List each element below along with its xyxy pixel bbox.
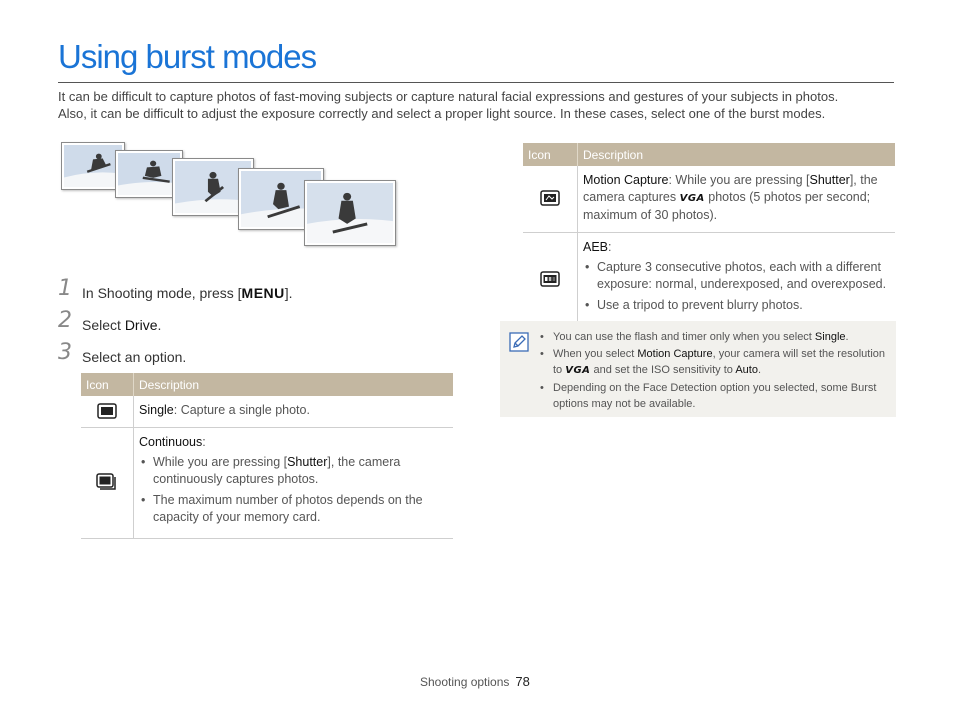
step-text-post: .	[157, 317, 162, 333]
note-text: .	[757, 364, 762, 376]
table-row	[81, 428, 453, 539]
page-title: Using burst modes	[58, 38, 317, 75]
burst-photo-sequence	[58, 140, 403, 245]
step-text-pre: In Shooting mode, press [	[82, 285, 242, 301]
page-footer	[420, 674, 530, 689]
mode-name: AEB	[583, 240, 609, 254]
drive-mode-table-left	[81, 373, 453, 539]
list-item	[540, 329, 890, 345]
step-text	[82, 285, 293, 301]
list-item: • Use a tripod to prevent blurry photos.	[583, 297, 890, 314]
note-text: , your camera will set the resolution to	[553, 348, 886, 376]
bullet-list	[583, 259, 890, 314]
auto-option: Auto	[735, 364, 758, 376]
page-number: 78	[515, 674, 530, 689]
table-header-description: Description	[134, 373, 454, 396]
mode-name: Single	[139, 403, 174, 417]
bullet-text: While you are pressing [	[153, 455, 288, 469]
step-text	[82, 317, 161, 333]
continuous-mode-icon	[81, 428, 134, 539]
note-box	[500, 321, 896, 417]
list-item: • The maximum number of photos depends on the capacity of your memory card.	[139, 492, 448, 526]
continuous-mode-description	[134, 428, 454, 539]
note-text: .	[845, 331, 849, 343]
step-number: 2	[58, 308, 72, 333]
motion-capture-icon	[523, 166, 578, 233]
intro-line-2: Also, it can be difficult to adjust the exposure correctly and select a proper light source. In these cases, select one of the burst modes.	[58, 106, 826, 121]
note-pencil-icon	[509, 332, 529, 352]
step-text-post: ].	[284, 285, 293, 301]
intro-line-1: It can be difficult to capture photos of fast-moving subjects or capture natural facial expressions and gestures of your subjects in photos.	[58, 89, 839, 104]
table-row	[81, 396, 453, 428]
single-mode-description	[134, 396, 454, 428]
note-text: You can use the flash and timer only when you select	[553, 331, 815, 343]
mode-desc: :	[202, 435, 206, 449]
motion-capture-description	[578, 166, 896, 233]
note-list	[540, 329, 890, 413]
burst-photo-5	[304, 180, 396, 246]
vga-resolution-icon: VGA	[679, 193, 705, 204]
aeb-description	[578, 233, 896, 327]
footer-section: Shooting options	[420, 675, 510, 689]
mode-desc: ], the camera captures	[583, 173, 878, 204]
shutter-key: Shutter	[287, 455, 328, 469]
step-text-pre: Select	[82, 317, 125, 333]
note-text: and set the ISO sensitivity to	[590, 364, 736, 376]
table-header-description: Description	[578, 143, 896, 166]
table-row	[523, 166, 895, 233]
drive-option: Drive	[124, 317, 158, 333]
intro-text	[58, 88, 894, 122]
step-3	[58, 340, 458, 368]
list-item	[139, 454, 448, 488]
mode-name: Continuous	[139, 435, 203, 449]
step-number: 3	[58, 340, 72, 365]
mode-desc: : Capture a single photo.	[173, 403, 310, 417]
bullet-list	[139, 454, 448, 526]
motion-capture-option: Motion Capture	[637, 348, 713, 360]
title-divider	[58, 82, 894, 83]
list-item	[540, 346, 890, 379]
note-text: When you select	[553, 348, 638, 360]
table-row	[523, 233, 895, 327]
step-2	[58, 308, 458, 336]
mode-desc: :	[608, 240, 612, 254]
drive-mode-table-right	[523, 143, 895, 327]
list-item: • Capture 3 consecutive photos, each with a different exposure: normal, underexposed, and overexposed.	[583, 259, 890, 293]
aeb-icon	[523, 233, 578, 327]
table-header-icon: Icon	[523, 143, 578, 166]
mode-name: Motion Capture	[583, 173, 669, 187]
step-1	[58, 276, 458, 304]
mode-desc: photos (5 photos per second; maximum of 30 photos).	[583, 190, 871, 222]
single-mode-icon	[81, 396, 134, 428]
single-option: Single	[814, 331, 846, 343]
shutter-key: Shutter	[809, 173, 850, 187]
step-number: 1	[58, 276, 72, 301]
table-header-icon: Icon	[81, 373, 134, 396]
vga-resolution-icon: VGA	[565, 365, 591, 376]
bullet-text: ], the camera continuously captures photos.	[153, 455, 401, 486]
menu-key: MENU	[241, 285, 285, 301]
list-item: • Depending on the Face Detection option you selected, some Burst options may not be available.	[540, 380, 890, 412]
step-text: Select an option.	[82, 349, 187, 365]
mode-desc: : While you are pressing [	[668, 173, 810, 187]
